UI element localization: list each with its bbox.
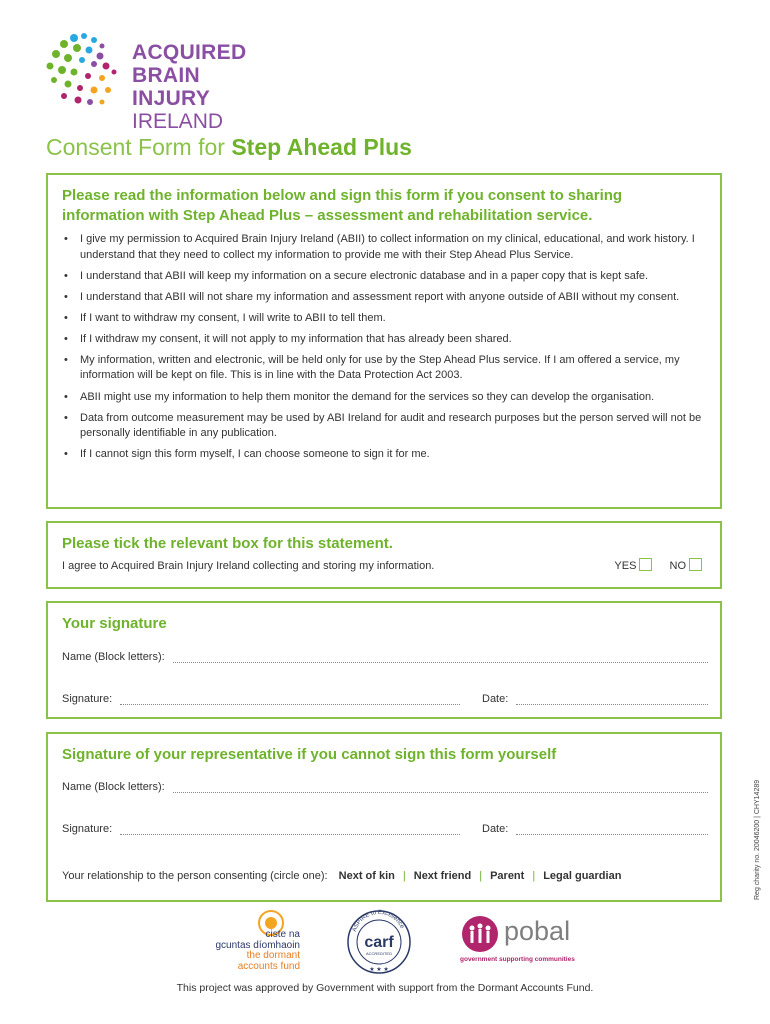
rep-signature-field[interactable] — [62, 823, 460, 835]
separator: | — [479, 870, 483, 882]
carf-sub: ACCREDITED — [365, 951, 393, 956]
signature-line[interactable] — [120, 694, 460, 705]
footer-logos — [0, 908, 770, 978]
yes-no-options — [600, 558, 702, 572]
signature-section — [46, 601, 722, 719]
separator: | — [532, 870, 536, 882]
rep-signature-label: Signature: — [62, 823, 113, 835]
title-prefix: Consent Form for — [46, 134, 232, 160]
option-next-friend[interactable]: Next friend — [413, 870, 472, 882]
dormant-line-3: the dormant — [246, 950, 300, 961]
option-legal-guardian[interactable]: Legal guardian — [543, 870, 622, 882]
signature-heading: Your signature — [62, 615, 167, 632]
dormant-line-1: ciste na — [265, 929, 300, 940]
information-item: • If I want to withdraw my consent, I will write to ABII to tell them. — [62, 311, 712, 327]
yes-label: YES — [614, 560, 637, 572]
pobal-logo — [460, 914, 585, 969]
date-line[interactable] — [516, 694, 708, 705]
charity-registration: Reg charity no. 20046200 | CHY14289 — [754, 779, 761, 900]
carf-logo — [345, 908, 413, 976]
rep-date-label: Date: — [482, 823, 509, 835]
no-label: NO — [669, 560, 686, 572]
footer-text: This project was approved by Government with support from the Dormant Accounts Fund. — [176, 982, 594, 994]
dormant-line-4: accounts fund — [237, 960, 300, 972]
title-bold: Step Ahead Plus — [231, 134, 412, 160]
name-label: Name (Block letters): — [62, 651, 165, 663]
information-item: • I understand that ABII will not share my information and assessment report with anyone outside of ABII without my consent. — [62, 290, 712, 306]
name-field[interactable] — [62, 651, 708, 663]
information-item: • ABII might use my information to help them monitor the demand for the services so they can develop the organisation. — [62, 390, 712, 406]
no-checkbox[interactable] — [689, 558, 702, 571]
information-item: • Data from outcome measurement may be used by ABI Ireland for audit and research purposes but the person served will not be personally identifiable in any publication. — [62, 411, 712, 442]
rep-signature-line[interactable] — [120, 824, 460, 835]
pobal-word: pobal — [504, 916, 571, 946]
logo-line-2: BRAIN INJURY — [132, 64, 211, 110]
representative-section — [46, 732, 722, 902]
information-item: • If I cannot sign this form myself, I can choose someone to sign it for me. — [62, 447, 712, 463]
rep-name-line[interactable] — [173, 782, 708, 793]
information-item: • If I withdraw my consent, it will not apply to my information that has already been shared. — [62, 332, 712, 348]
information-item: • My information, written and electronic, will be held only for use by the Step Ahead Plus service. If I am offered a service, my information will be kept on file. This is in line with the Data Protection Act 2003. — [62, 353, 712, 384]
signature-field[interactable] — [62, 693, 460, 705]
logo-line-1: ACQUIRED — [132, 41, 247, 64]
relationship-row — [62, 870, 621, 882]
logo-dots-icon — [44, 32, 126, 108]
option-parent[interactable]: Parent — [490, 870, 525, 882]
separator: | — [402, 870, 406, 882]
consent-statement: I agree to Acquired Brain Injury Ireland collecting and storing my information. — [62, 560, 435, 572]
date-field[interactable] — [482, 693, 708, 705]
pobal-emblem-icon — [460, 914, 500, 954]
abi-ireland-logo — [44, 32, 284, 133]
yes-checkbox[interactable] — [639, 558, 652, 571]
representative-heading: Signature of your representative if you cannot sign this form yourself — [62, 746, 557, 763]
signature-label: Signature: — [62, 693, 113, 705]
information-item: • I give my permission to Acquired Brain Injury Ireland (ABII) to collect information on my clinical, educational, and work history. I understand that they need to collect my information to provide me with their Step Ahead Plus Service. — [62, 232, 712, 263]
tick-heading: Please tick the relevant box for this statement. — [62, 535, 393, 552]
logo-line-3: IRELAND — [132, 110, 224, 133]
information-item: • I understand that ABII will keep my information on a secure electronic database and in a paper copy that is kept safe. — [62, 269, 712, 285]
carf-word: carf — [364, 934, 394, 951]
information-heading: Please read the information below and sign this form if you consent to sharing information with Step Ahead Plus – assessment and rehabilitation service. — [62, 187, 623, 224]
rep-name-field[interactable] — [62, 781, 708, 793]
carf-ring-text: ASPIRE to Excellence — [351, 909, 405, 933]
tick-section — [46, 521, 722, 589]
pobal-tagline: government supporting communities — [460, 956, 575, 963]
logo-wordmark — [132, 41, 284, 133]
dormant-line-2: gcuntas díomhaoin — [215, 939, 300, 951]
page-title — [46, 134, 412, 161]
rep-date-line[interactable] — [516, 824, 708, 835]
carf-stars: ★ ★ ★ — [369, 967, 389, 973]
information-list — [62, 232, 712, 468]
option-next-of-kin[interactable]: Next of kin — [338, 870, 395, 882]
rep-name-label: Name (Block letters): — [62, 781, 165, 793]
dormant-accounts-logo — [210, 930, 300, 972]
name-line[interactable] — [173, 652, 708, 663]
information-section — [46, 173, 722, 509]
rep-date-field[interactable] — [482, 823, 708, 835]
date-label: Date: — [482, 693, 509, 705]
relationship-label: Your relationship to the person consenting (circle one): — [62, 870, 328, 882]
